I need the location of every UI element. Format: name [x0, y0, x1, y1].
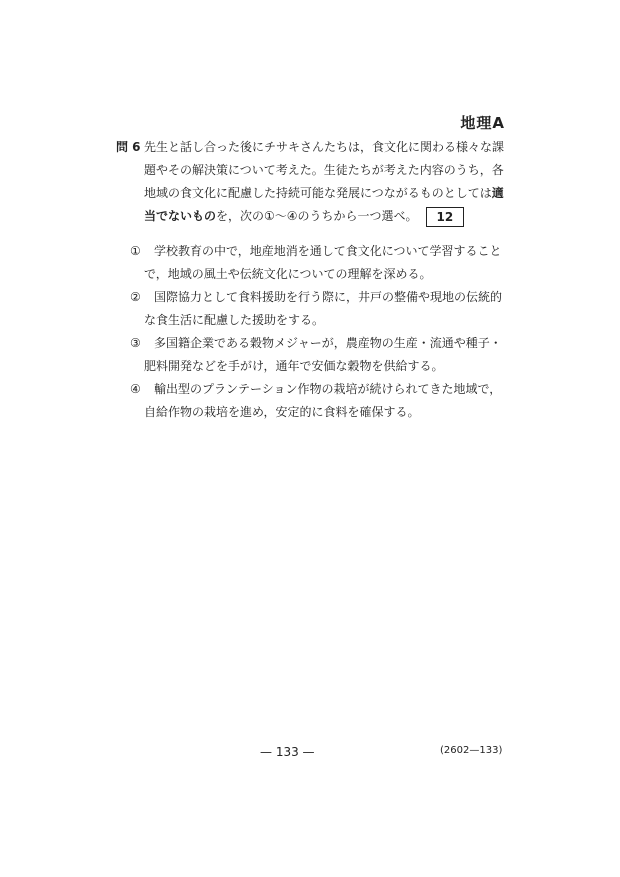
choice-item	[130, 378, 508, 424]
question-text	[144, 136, 506, 228]
choice-text: 学校教育の中で，地産地消を通して食文化について学習することで，地域の風土や伝統文化についての理解を深める。	[144, 244, 502, 281]
choice-number: ③	[130, 336, 141, 350]
choice-number: ②	[130, 290, 141, 304]
question-bold-text: 適当でないもの	[144, 186, 504, 223]
answer-number-box: 12	[426, 207, 465, 227]
question-text-after: を，次の①～④のうちから一つ選べ。	[216, 209, 418, 223]
subject-title: 地理A	[460, 114, 505, 132]
choice-text: 多国籍企業である穀物メジャーが，農産物の生産・流通や種子・肥料開発などを手がけ，通年で安価な穀物を供給する。	[144, 336, 502, 373]
question-text-before: 先生と話し合った後にチサキさんたちは，食文化に関わる様々な課題やその解決策について考えた。生徒たちが考えた内容のうち，各地域の食文化に配慮した持続可能な発展につながるものとしては	[144, 140, 505, 200]
choice-text: 国際協力として食料援助を行う際に，井戸の整備や現地の伝統的な食生活に配慮した援助をする。	[144, 290, 503, 327]
page-code: (2602—133)	[440, 745, 503, 756]
choice-number: ①	[130, 244, 141, 258]
choice-item	[130, 240, 508, 286]
question-label: 問 6	[116, 140, 141, 154]
choice-item	[130, 332, 508, 378]
choice-number: ④	[130, 382, 141, 396]
choice-text: 輸出型のプランテーション作物の栽培が続けられてきた地域で，自給作物の栽培を進め，安定的に食料を確保する。	[144, 382, 502, 419]
choices-list	[130, 240, 508, 424]
question-block	[116, 136, 506, 228]
choice-item	[130, 286, 508, 332]
page-number: — 133 —	[260, 745, 315, 759]
